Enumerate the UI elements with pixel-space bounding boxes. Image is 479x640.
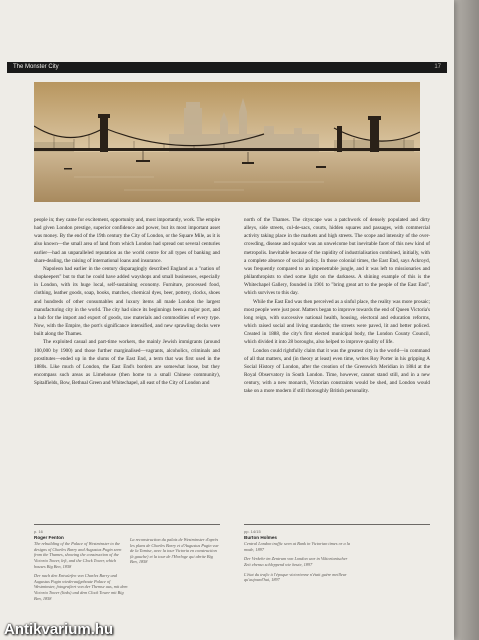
sepia-photo-illustration (34, 82, 420, 202)
page-number: 17 (434, 64, 441, 70)
watermark: Antikvarium.hu (4, 621, 114, 638)
caption-page-ref: pp. 14/15 (244, 529, 261, 534)
section-title: The Monster City (13, 64, 59, 70)
page-edge (454, 0, 479, 640)
paragraph: While the East End was then perceived as a sinful place, the reality was more prosaic; most people were just poor. Matters began to improve towards the end of Queen Victoria's long reign, with successive national health, housing, electoral and education reforms, which raised social and living standards; the streets were paved, lit and better policed. Created in 1888, the city's first elected municipal body, the London County Council, which divided it into 28 boroughs, also helped to improve quality of life. (244, 298, 430, 346)
caption-german: Der Verkehr im Zentrum von London war in Viktorianischer Zeit ebenso schleppend wie heute, 1897 (244, 556, 348, 567)
paragraph: The exploited casual and part-time workers, the mainly Jewish immigrants (around 100,000 by 1900) and those further marginalised—vagrants, alcoholics, criminals and prostitutes—ended up in the slums of the East End, a term that was first used in the 1880s. Like much of London, the East End's borders are somewhat loose, but they encompass such areas as Limehouse (then home to a small Chinese community), Spitalfields, Bow, Bethnal Green and Whitechapel, all east of the City of London and (34, 339, 220, 387)
caption-french: La reconstruction du palais de Westminster d'après les plans de Charles Barry et d'Augustus Pugin vue de la Tamise, avec la tour Victoria en construction (à gauche) et la tour de l'Horloge qui abrite Big Ben, 1858 (130, 537, 219, 565)
caption-german: Der nach den Entwürfen von Charles Barry und Augustus Pugin wiederaufgebaute Palace of Westminster, fotografiert von der Themse aus, mit dem Victoria Tower (links) und dem Clock Tower mit Big Ben, 1858 (34, 573, 128, 601)
caption-french: L'état du trafic à l'époque victorienne n'était guère meilleur qu'aujourd'hui, 1897 (244, 571, 347, 583)
caption-divider (34, 524, 220, 525)
caption-page-ref: p. 16 (34, 529, 43, 534)
caption-divider (244, 524, 430, 525)
caption-photographer: Roger Fenton (34, 534, 64, 540)
caption-left-french (130, 537, 220, 565)
westminster-photograph (34, 82, 420, 202)
caption-english: Central London traffic seen at Bank in Victorian times or a la mode, 1897 (244, 541, 351, 552)
caption-left (34, 529, 128, 605)
left-text-column (34, 216, 220, 387)
paragraph: Napoleon had earlier in the century disparagingly described England as a "nation of shopkeepers" but to that he could have added wayshops and small businesses, especially in London, with its huge local, self-sustaining economy. Furniture, processed food, clothing, leather goods, soap, books, matches, chemical dyes, beer, pottery, clocks, shoes and hundreds of other consumables and luxury items all made London the largest manufacturing city in the world. The city had since its beginnings been a major port, and a hub for the import and export of goods, raw materials and commodities of every type. Now, with the Empire, the port's significance intensified, and new sprawling docks were built along the Thames. (34, 265, 220, 338)
paragraph: people in; they came for excitement, opportunity and, most importantly, work. The empire had given London prestige, superior confidence and power, but its most important asset was money. By the end of the 19th century the City of London, or the Square Mile, as it is also known—the small area of land from which London had spread out several centuries earlier—had an unparalleled reputation as the world centre for all types of banking and share-dealing, the raising of international loans and insurance. (34, 217, 220, 264)
paragraph: London could rightfully claim that it was the greatest city in the world—in command of all that matters, and (in theory at least) even time, writes Roy Porter in his gripping A Social History of London, after the creation of the Greenwich Meridian in 1884 at the Royal Observatory in South London. Time, however, cannot stand still, and in a new century, with a new monarch, Victorian constraints would be shed, and London would take on a more modern if still thoroughly British personality. (244, 347, 430, 395)
caption-right (244, 529, 354, 587)
paragraph: north of the Thames. The cityscape was a patchwork of densely populated and dirty alleys, side streets, cul-de-sacs, courts, hidden squares and passages, with commercial activity taking place in the markets and high streets. The scope and intensity of the over-crowding, disease and squalor was an unwelcome but inevitable facet of this new kind of metropolis. Inevitable because of the rapidity of industrialisation combined, initially, with a complete absence of social policy. In those colonial times, the East End, says Ackroyd, was frequently compared to an impenetrable jungle, and it was left to missionaries and philanthropists to shed some light on the darkness. A shining example of this is the Whitechapel Gallery, founded in 1901 to "bring great art to the people of the East End", which survives to this day. (244, 217, 430, 297)
right-text-column (244, 216, 430, 395)
caption-photographer: Burton Holmes (244, 534, 277, 540)
section-header-bar (7, 62, 447, 73)
caption-english: The rebuilding of the Palace of Westminster to the designs of Charles Barry and Augustus Pugin seen from the Thames, showing the construction of the Victoria Tower, left, and the Clock Tower, which houses Big Ben, 1858 (34, 541, 122, 569)
